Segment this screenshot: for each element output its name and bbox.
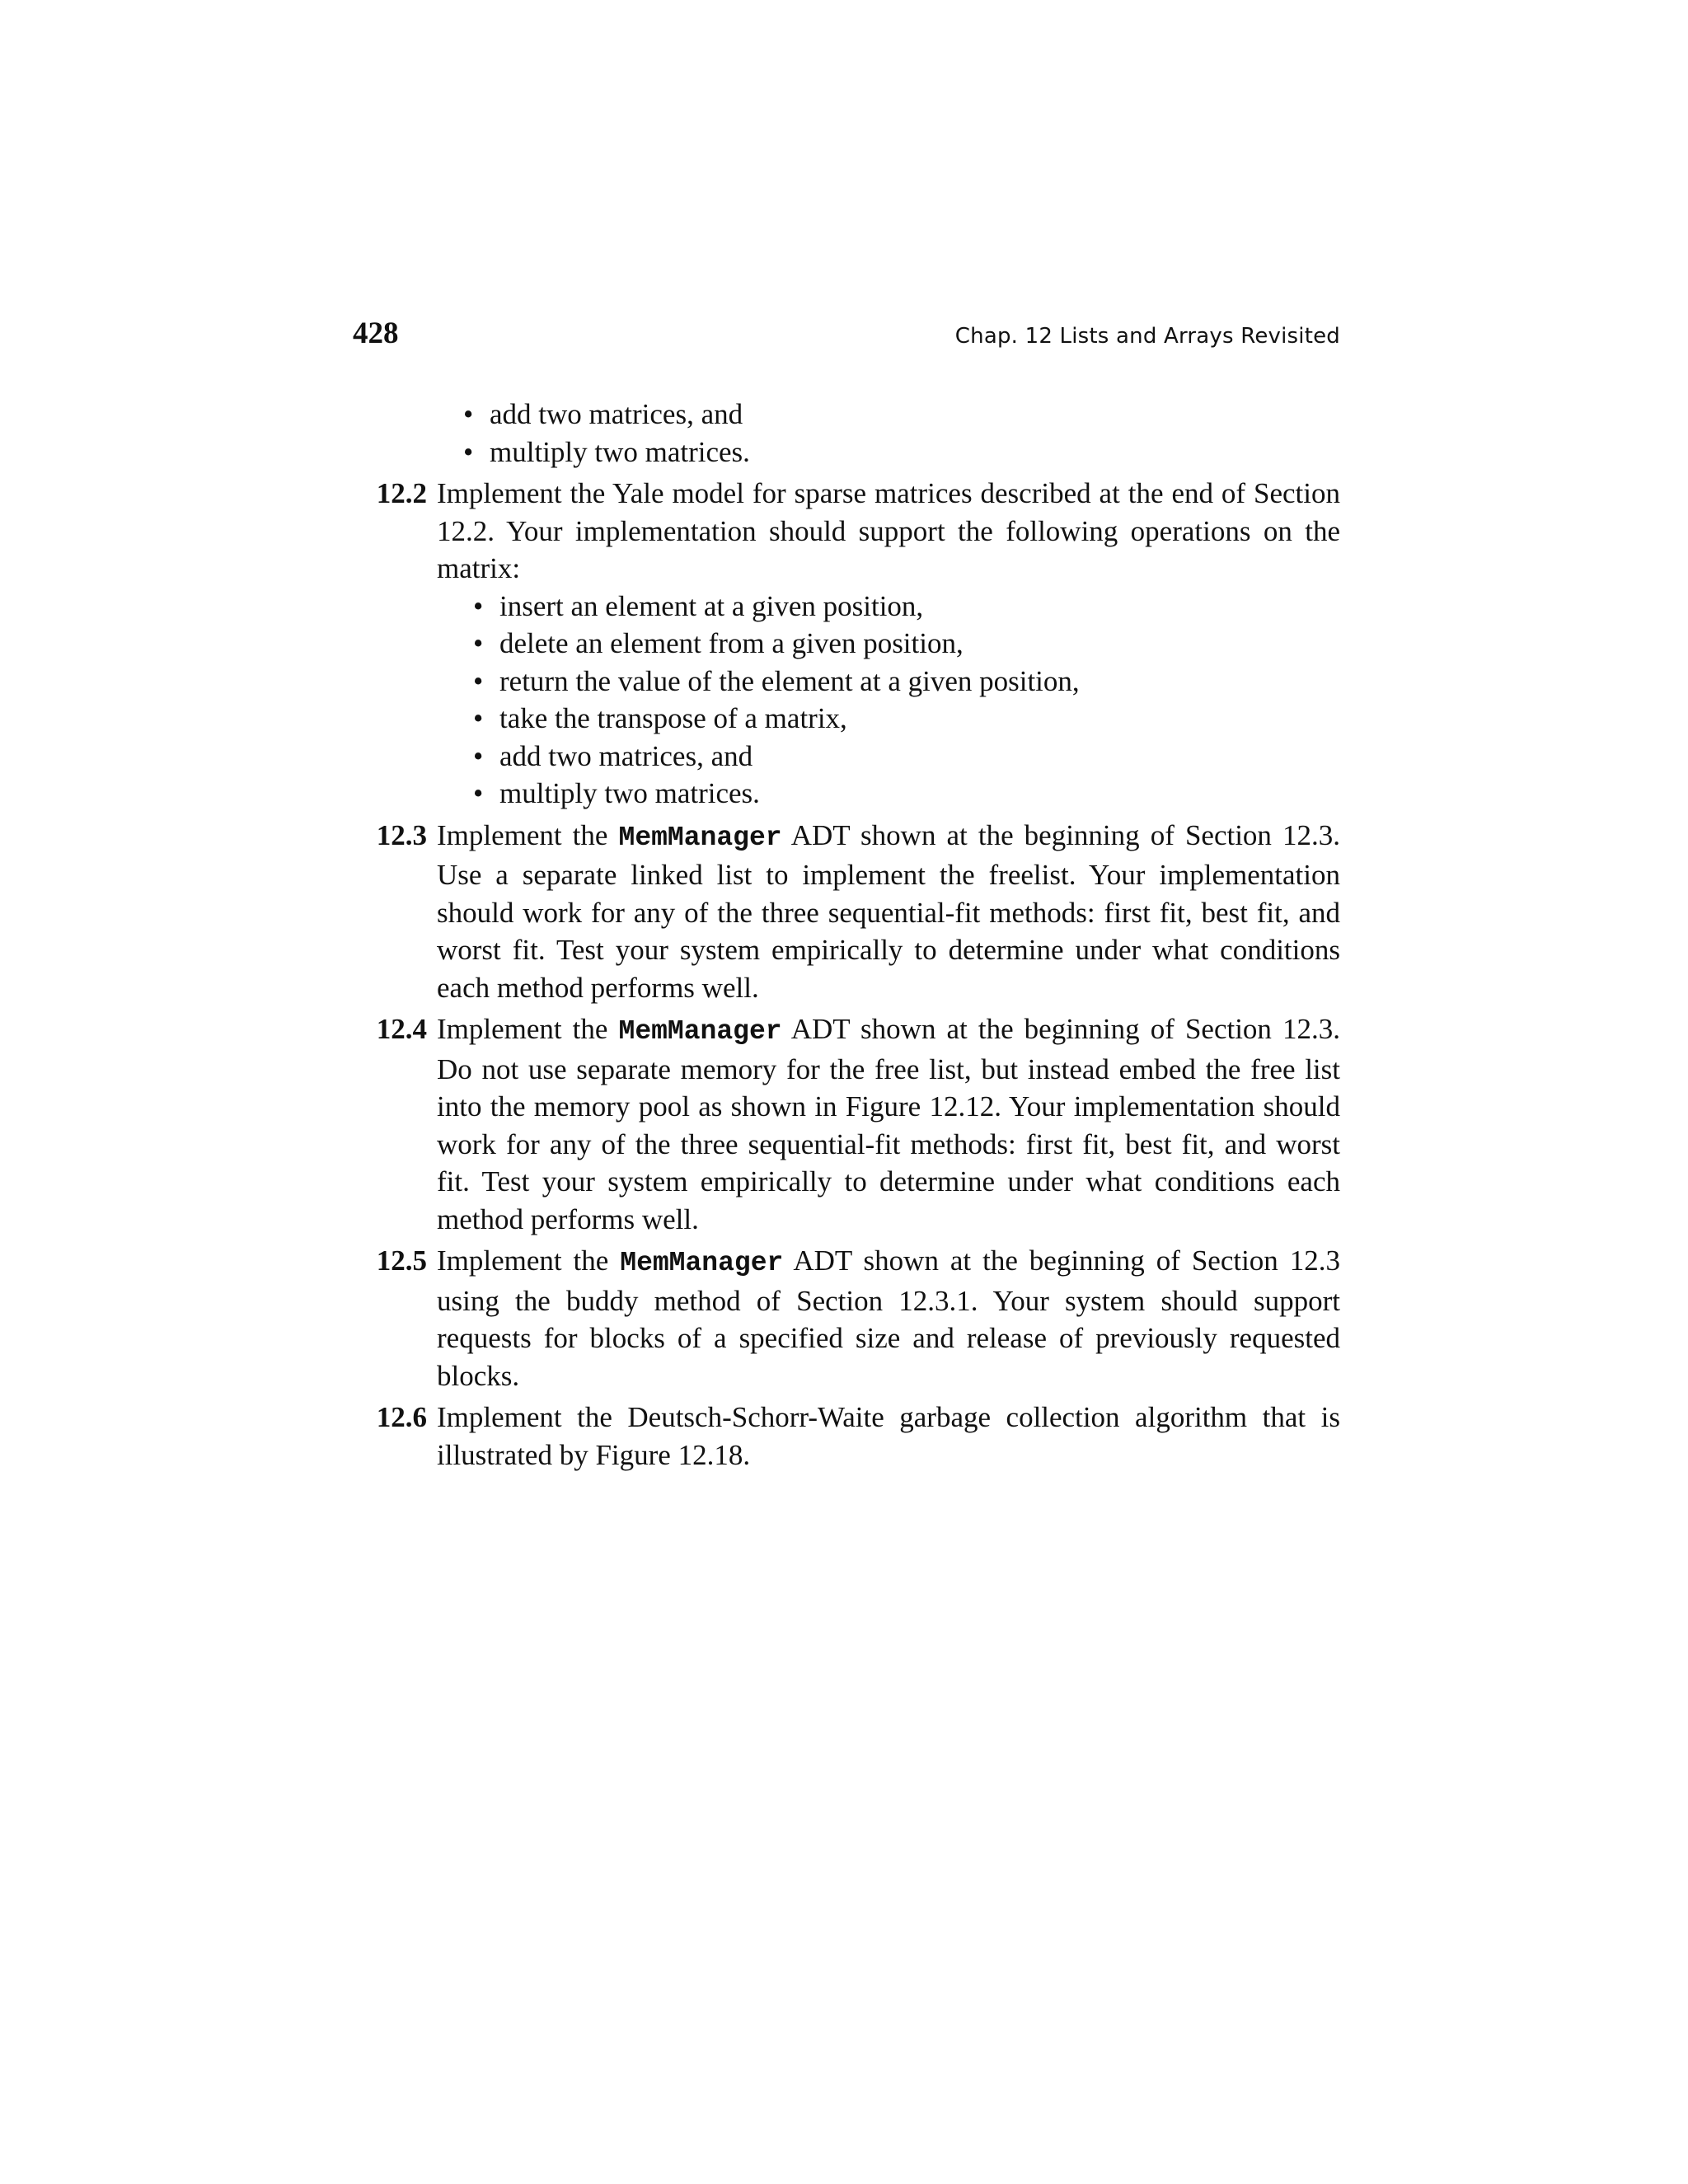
exercise-body [427,817,1340,1007]
bullet-icon: • [473,627,484,659]
continued-bullet-list [353,396,1340,471]
exercise-number: 12.4 [376,1013,427,1045]
list-item: • insert an element at a given position, [473,588,1340,626]
exercise-body [427,475,1340,813]
exercise-body [427,1242,1340,1394]
exercise-text: Implement the Yale model for sparse matrices described at the end of Section 12.2. Your implementation should support the following operations on the matrix: [437,477,1340,584]
exercise-text: Implement the MemManager ADT shown at the beginning of Section 12.3 using the buddy method of Section 12.3.1. Your system should support requests for blocks of a specified size and release of previously requested blocks. [437,1244,1340,1392]
exercise-body [427,1010,1340,1238]
bullet-icon: • [463,435,474,468]
list-item: • multiply two matrices. [463,434,1340,471]
code-identifier: MemManager [618,822,782,853]
bullet-icon: • [473,664,484,697]
page-number: 428 [353,316,399,350]
list-item: • add two matrices, and [463,396,1340,434]
code-identifier: MemManager [620,1248,784,1278]
code-identifier: MemManager [618,1016,782,1047]
exercise-12-6 [353,1399,1340,1474]
exercise-text: Implement the MemManager ADT shown at the beginning of Section 12.3. Use a separate linked list to implement the freelist. Your implementation should work for any of the three sequential-fit methods: first fit, best fit, and worst fit. Test your system empirically to determine under what conditions each method performs well. [437,818,1340,1004]
exercise-number: 12.3 [376,818,427,851]
exercise-12-4 [353,1010,1340,1238]
bullet-icon: • [473,589,484,622]
exercise-number: 12.2 [376,477,427,509]
exercise-list [353,396,1340,1474]
operation-list [437,588,1340,813]
exercise-body [427,1399,1340,1474]
exercise-text: Implement the Deutsch-Schorr-Waite garbage collection algorithm that is illustrated by Figure 12.18. [437,1401,1340,1471]
exercise-number: 12.6 [376,1401,427,1433]
bullet-icon: • [473,702,484,734]
exercise-12-2 [353,475,1340,813]
list-item: • add two matrices, and [473,738,1340,776]
list-item: • delete an element from a given position, [473,625,1340,663]
exercise-12-5 [353,1242,1340,1394]
bullet-icon: • [473,739,484,772]
list-item: • take the transpose of a matrix, [473,700,1340,738]
exercise-text: Implement the MemManager ADT shown at the beginning of Section 12.3. Do not use separate memory for the free list, but instead embed the free list into the memory pool as shown in Figure 12.12. Your implementation should work for any of the three sequential-fit methods: first fit, best fit, and worst fit. Test your system empirically to determine under what conditions each method performs well. [437,1013,1340,1235]
list-item: • return the value of the element at a given position, [473,663,1340,701]
bullet-icon: • [473,777,484,809]
exercise-number: 12.5 [376,1244,427,1277]
bullet-icon: • [463,398,474,430]
exercise-12-3 [353,817,1340,1007]
list-item: • multiply two matrices. [473,775,1340,813]
running-head: Chap. 12 Lists and Arrays Revisited [954,324,1340,349]
